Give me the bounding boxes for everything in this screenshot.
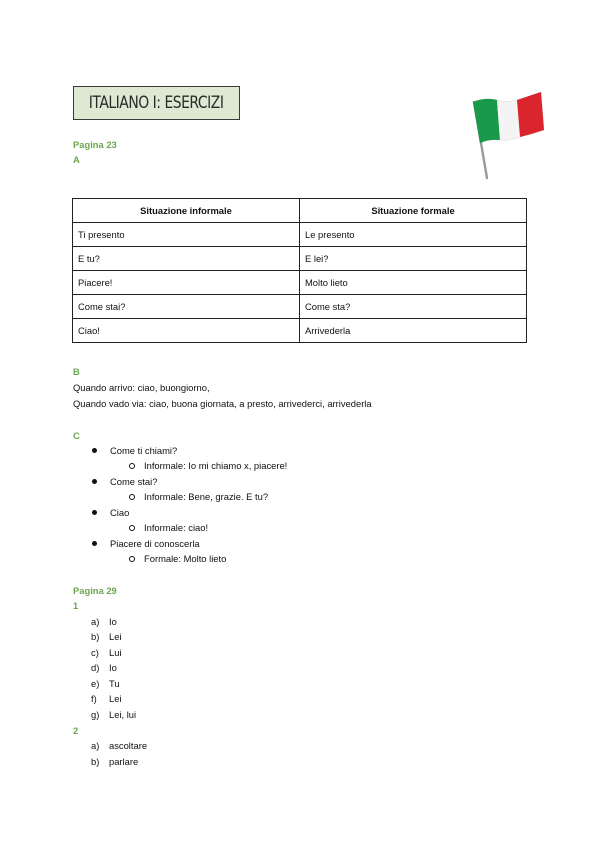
exercise-a-label: A (73, 154, 80, 165)
list-item (91, 647, 122, 658)
item-label: b) (91, 756, 100, 767)
departure-line: Quando vado via: ciao, buona giornata, a presto, arrivederci, arrivederla (73, 398, 372, 409)
sub-list-item (129, 553, 226, 564)
list-item-text: Ciao (110, 507, 130, 518)
circle-bullet-icon (129, 556, 135, 562)
item-text: ascoltare (109, 740, 148, 751)
exercise-1-label: 1 (73, 600, 79, 611)
exercise-c-label: C (73, 430, 80, 441)
sub-list-item-text: Informale: Io mi chiamo x, piacere! (144, 460, 288, 471)
item-label: a) (91, 616, 100, 627)
list-item-text: Piacere di conoscerla (110, 538, 200, 549)
page-23-heading: Pagina 23 (73, 139, 117, 150)
table-row (73, 271, 527, 295)
item-label: d) (91, 662, 100, 673)
item-text: Tu (109, 678, 120, 689)
sub-list-item (129, 460, 287, 471)
table-cell: Ti presento (73, 223, 300, 247)
item-text: Lei (109, 631, 122, 642)
sub-list-item (129, 522, 208, 533)
flag-green-stripe (473, 99, 500, 143)
list-item (91, 662, 117, 673)
table-row (73, 319, 527, 343)
list-item (92, 538, 200, 549)
list-item-text: Come stai? (110, 476, 158, 487)
table-cell: Arrivederla (300, 319, 527, 343)
item-label: c) (91, 647, 99, 658)
bullet-icon (92, 448, 97, 453)
greetings-table (72, 198, 527, 343)
exercise-2-label: 2 (73, 725, 79, 736)
bullet-icon (92, 510, 97, 515)
column-header: Situazione formale (300, 199, 527, 223)
list-item (91, 740, 147, 751)
circle-bullet-icon (129, 494, 135, 500)
table-row (73, 295, 527, 319)
item-text: Lei (109, 693, 122, 704)
table-row (73, 247, 527, 271)
item-text: parlare (109, 756, 139, 767)
table-cell: Le presento (300, 223, 527, 247)
title-box (73, 86, 240, 120)
list-item (91, 709, 136, 720)
italian-flag-icon (465, 84, 549, 180)
sub-list-item-text: Informale: Bene, grazie. E tu? (144, 491, 269, 502)
item-text: Lei, lui (109, 709, 137, 720)
list-item (91, 678, 120, 689)
exercise-b-label: B (73, 366, 80, 377)
item-text: Lui (109, 647, 122, 658)
table-cell: Piacere! (73, 271, 300, 295)
item-label: a) (91, 740, 100, 751)
list-item (91, 616, 117, 627)
list-item (91, 693, 122, 704)
table-cell: Come stai? (73, 295, 300, 319)
item-label: e) (91, 678, 100, 689)
column-header: Situazione informale (73, 199, 300, 223)
table-cell: Ciao! (73, 319, 300, 343)
table-cell: Come sta? (300, 295, 527, 319)
circle-bullet-icon (129, 525, 135, 531)
item-label: b) (91, 631, 100, 642)
flag-white-stripe (497, 100, 520, 140)
item-text: Io (109, 616, 117, 627)
circle-bullet-icon (129, 463, 135, 469)
table-cell: E tu? (73, 247, 300, 271)
page-29-heading: Pagina 29 (73, 585, 117, 596)
bullet-icon (92, 541, 97, 546)
page-title: ITALIANO I: ESERCIZI (89, 93, 224, 113)
bullet-icon (92, 479, 97, 484)
list-item (91, 631, 122, 642)
list-item (91, 756, 138, 767)
item-text: Io (109, 662, 117, 673)
list-item (92, 507, 129, 518)
table-row (73, 223, 527, 247)
sub-list-item-text: Formale: Molto lieto (144, 553, 227, 564)
item-label: g) (91, 709, 100, 720)
table-header-row (73, 199, 527, 223)
sub-list-item-text: Informale: ciao! (144, 522, 209, 533)
table-cell: Molto lieto (300, 271, 527, 295)
item-label: f) (91, 693, 97, 704)
list-item-text: Come ti chiami? (110, 445, 178, 456)
arrival-line: Quando arrivo: ciao, buongiorno, (73, 382, 210, 393)
sub-list-item (129, 491, 268, 502)
list-item (92, 476, 157, 487)
table-cell: E lei? (300, 247, 527, 271)
list-item (92, 445, 177, 456)
